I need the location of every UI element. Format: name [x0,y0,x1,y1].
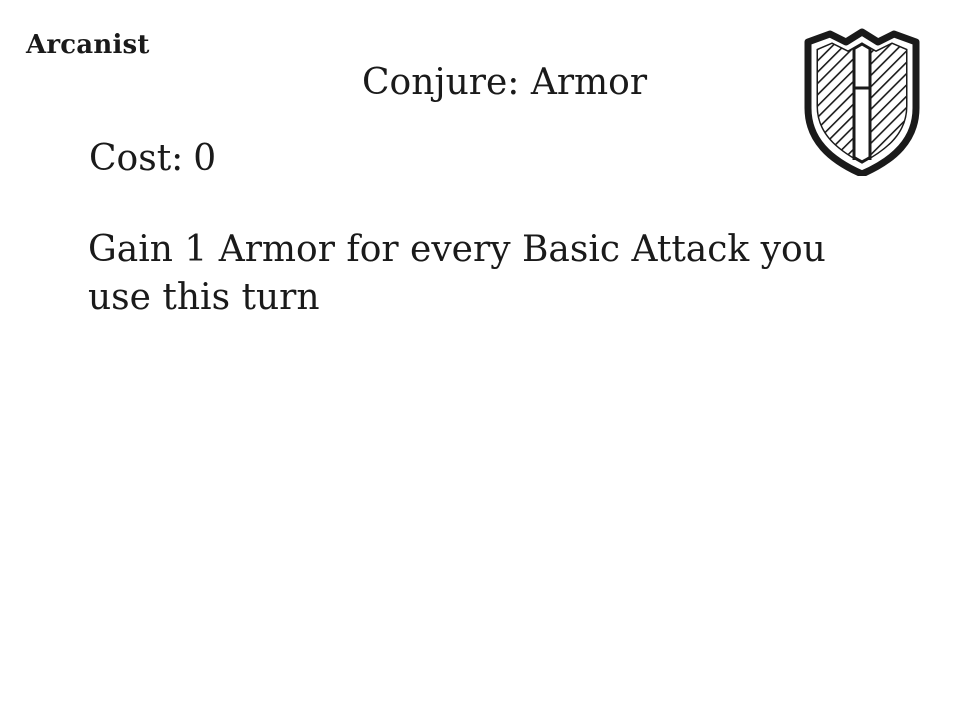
cost-value: 0 [193,138,217,179]
card-description: Gain 1 Armor for every Basic Attack you use this turn [88,229,826,318]
shield-icon [804,28,920,176]
card-title: Conjure: Armor [362,62,648,103]
card-cost [89,138,216,179]
cost-label: Cost: [89,138,184,179]
card-class-name: Arcanist [26,30,150,60]
